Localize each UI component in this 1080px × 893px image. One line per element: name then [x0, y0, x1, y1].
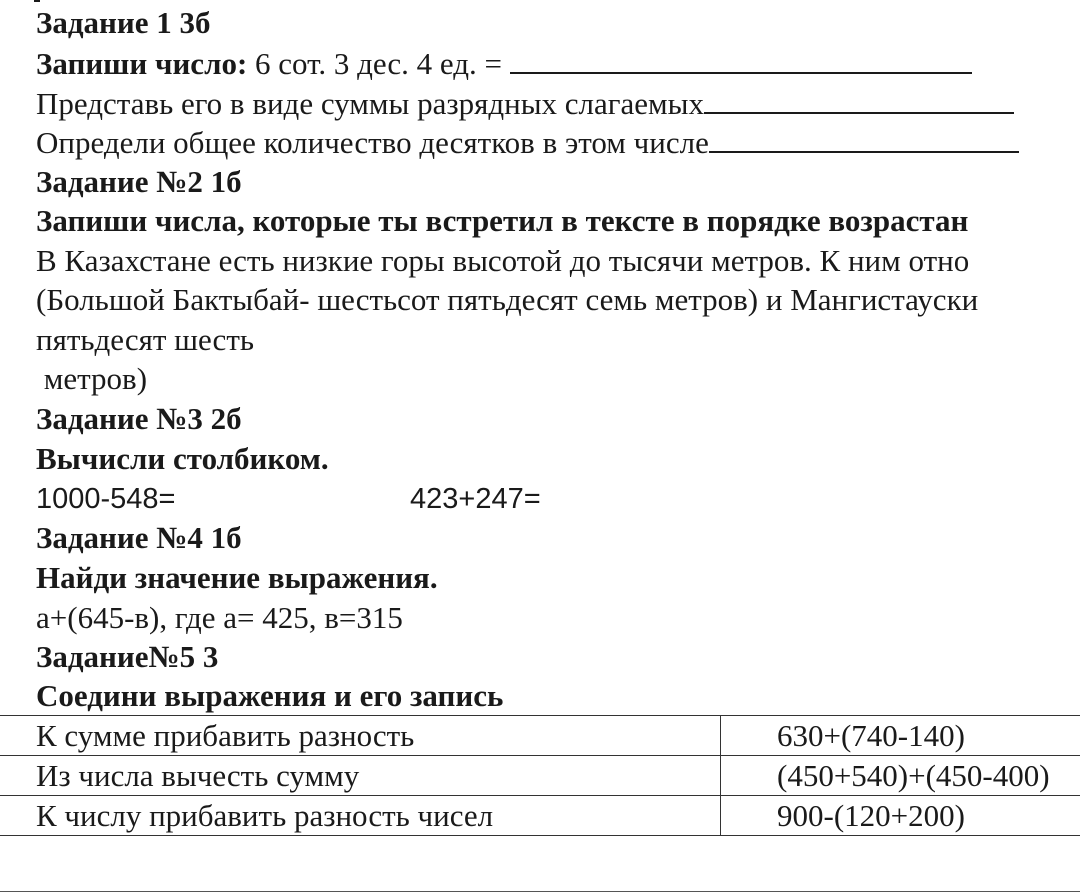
task2-text-line: метров): [36, 361, 148, 396]
task1-line1-text: 6 сот. 3 дес. 4 ед. =: [247, 46, 510, 81]
task4-title: Задание №4 1б: [36, 520, 242, 555]
task3-expr1: 1000-548=: [36, 483, 176, 515]
table-cell-right: 900-(120+200): [721, 796, 1080, 836]
task4-instruction: Найди значение выражения.: [36, 560, 438, 595]
cropped-text-fragment: [34, 0, 40, 2]
task1-title: Задание 1 3б: [36, 5, 211, 40]
task4-expression: а+(645-в), где а= 425, в=315: [36, 600, 403, 635]
answer-blank: [709, 127, 1019, 153]
table-cell-right: (450+540)+(450-400): [721, 756, 1080, 796]
task1-line3-text: Определи общее количество десятков в этом числе: [36, 125, 709, 160]
table-cell-left: К числу прибавить разность чисел: [0, 796, 721, 836]
task5-title: Задание№5 3: [36, 639, 219, 674]
task2-instruction: Запиши числа, которые ты встретил в тексте в порядке возрастан: [36, 203, 969, 238]
task2-text-line: пятьдесят шесть: [36, 322, 254, 357]
table-row: [0, 756, 1080, 796]
task1-line1: [36, 45, 972, 83]
table-cell-left: К сумме прибавить разность: [0, 716, 721, 756]
task3-instruction: Вычисли столбиком.: [36, 441, 329, 476]
answer-blank: [704, 88, 1014, 114]
table-row: [0, 796, 1080, 836]
task1-line2: [36, 85, 1014, 123]
page-divider: [0, 891, 1080, 892]
task5-instruction: Соедини выражения и его запись: [36, 678, 504, 713]
table-cell-right: 630+(740-140): [721, 716, 1080, 756]
answer-blank: [510, 48, 972, 74]
task2-title: Задание №2 1б: [36, 164, 242, 199]
task1-line1-bold: Запиши число:: [36, 46, 248, 81]
table-cell-left: Из числа вычесть сумму: [0, 756, 721, 796]
matching-table: [0, 715, 1080, 836]
task2-text-line: (Большой Бактыбай- шестьсот пятьдесят семь метров) и Мангистауски: [36, 282, 979, 317]
task2-text-line: В Казахстане есть низкие горы высотой до тысячи метров. К ним отно: [36, 243, 970, 278]
task3-expr2: 423+247=: [410, 483, 541, 515]
task1-line2-text: Представь его в виде суммы разрядных слагаемых: [36, 86, 704, 121]
table-row: [0, 716, 1080, 756]
task1-line3: [36, 124, 1019, 162]
task3-title: Задание №3 2б: [36, 401, 242, 436]
